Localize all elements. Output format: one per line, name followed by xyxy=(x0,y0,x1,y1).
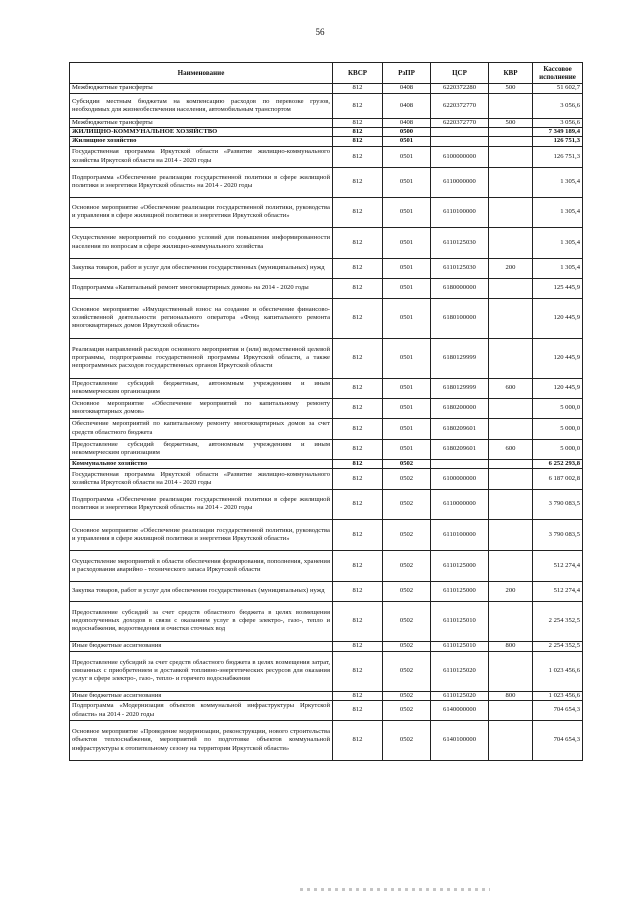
row-name: Основное мероприятие «Имущественный взнос на создание и обеспечение финансово-хозяйственной деятельности регионального оператора «Фонд капитального ремонта многоквартирных домов Иркутской области» xyxy=(70,298,333,338)
row-name: Государственная программа Иркутской области «Развитие жилищно-коммунального хозяйства Иркутской области на 2014 - 2020 годы xyxy=(70,146,333,167)
row-sum: 2 254 352,5 xyxy=(533,601,583,641)
row-kvr xyxy=(489,227,533,258)
table-row xyxy=(70,550,583,581)
row-name: Межбюджетные трансферты xyxy=(70,84,333,94)
row-kvsr: 812 xyxy=(333,641,383,651)
header-kvsr: КВСР xyxy=(333,63,383,84)
row-kvsr: 812 xyxy=(333,119,383,128)
row-kvsr: 812 xyxy=(333,468,383,489)
row-csr: 6180209601 xyxy=(431,439,489,459)
row-sum: 1 305,4 xyxy=(533,167,583,197)
row-name: Предоставление субсидий бюджетным, автономным учреждениям и иным некоммерческим организациям xyxy=(70,439,333,459)
row-name: Субсидии местным бюджетам на компенсацию расходов по перевозке грузов, необходимых для жизнеобеспечения населения, автомобильным транспортом xyxy=(70,94,333,119)
header-kvr: КВР xyxy=(489,63,533,84)
row-kvsr: 812 xyxy=(333,439,383,459)
header-sum: Кассовое исполнение xyxy=(533,63,583,84)
row-name: Иные бюджетные ассигнования xyxy=(70,641,333,651)
table-row xyxy=(70,439,583,459)
row-kvr xyxy=(489,278,533,298)
row-rzpr: 0501 xyxy=(383,137,431,146)
row-name: Основное мероприятие «Обеспечение реализации государственной политики, руководства и управления в сфере жилищной политики и энергетики Иркутской области» xyxy=(70,519,333,550)
row-csr: 6110125020 xyxy=(431,651,489,691)
row-kvsr: 812 xyxy=(333,278,383,298)
row-kvsr: 812 xyxy=(333,258,383,278)
table-row xyxy=(70,459,583,468)
table-body xyxy=(70,84,583,761)
row-rzpr: 0501 xyxy=(383,418,431,439)
row-rzpr: 0502 xyxy=(383,519,431,550)
row-kvsr: 812 xyxy=(333,701,383,721)
row-sum: 704 654,3 xyxy=(533,721,583,761)
row-rzpr: 0501 xyxy=(383,258,431,278)
row-sum: 3 056,6 xyxy=(533,94,583,119)
row-sum: 1 305,4 xyxy=(533,197,583,227)
row-sum: 126 751,3 xyxy=(533,146,583,167)
row-kvsr: 812 xyxy=(333,721,383,761)
row-kvsr: 812 xyxy=(333,489,383,519)
row-csr: 6180129999 xyxy=(431,378,489,398)
row-kvsr: 812 xyxy=(333,84,383,94)
row-rzpr: 0502 xyxy=(383,651,431,691)
row-sum: 1 305,4 xyxy=(533,227,583,258)
row-sum: 3 790 083,5 xyxy=(533,519,583,550)
row-kvr: 600 xyxy=(489,378,533,398)
row-sum: 512 274,4 xyxy=(533,550,583,581)
row-rzpr: 0502 xyxy=(383,721,431,761)
row-rzpr: 0501 xyxy=(383,146,431,167)
row-csr: 6110125000 xyxy=(431,581,489,601)
row-kvr: 200 xyxy=(489,581,533,601)
table-row xyxy=(70,338,583,378)
row-csr: 6180000000 xyxy=(431,278,489,298)
row-name: Закупка товаров, работ и услуг для обеспечения государственных (муниципальных) нужд xyxy=(70,581,333,601)
row-csr: 6180209601 xyxy=(431,418,489,439)
row-kvr xyxy=(489,338,533,378)
row-kvsr: 812 xyxy=(333,128,383,137)
row-name: Предоставление субсидий за счет средств областного бюджета в целях возмещения затрат, связанных с приобретением и доставкой топливно-энергетических ресурсов для оказания услуг в сфере электро-, газо-, тепло- и горячего водоснабжения xyxy=(70,651,333,691)
row-rzpr: 0501 xyxy=(383,167,431,197)
row-kvr xyxy=(489,167,533,197)
row-sum: 6 252 293,8 xyxy=(533,459,583,468)
row-kvsr: 812 xyxy=(333,519,383,550)
row-rzpr: 0502 xyxy=(383,459,431,468)
row-name: Основное мероприятие «Обеспечение мероприятий по капитальному ремонту многоквартирных домов» xyxy=(70,398,333,418)
row-name: Государственная программа Иркутской области «Развитие жилищно-коммунального хозяйства Иркутской области на 2014 - 2020 годы xyxy=(70,468,333,489)
row-csr xyxy=(431,137,489,146)
table-row xyxy=(70,128,583,137)
table-row xyxy=(70,398,583,418)
row-csr: 6110100000 xyxy=(431,519,489,550)
row-sum: 51 602,7 xyxy=(533,84,583,94)
row-sum: 120 445,9 xyxy=(533,298,583,338)
row-rzpr: 0501 xyxy=(383,378,431,398)
row-sum: 2 254 352,5 xyxy=(533,641,583,651)
row-kvr xyxy=(489,298,533,338)
table-row xyxy=(70,167,583,197)
row-rzpr: 0502 xyxy=(383,601,431,641)
row-kvsr: 812 xyxy=(333,197,383,227)
row-name: Закупка товаров, работ и услуг для обеспечения государственных (муниципальных) нужд xyxy=(70,258,333,278)
row-name: Подпрограмма «Обеспечение реализации государственной политики в сфере жилищной политики и энергетики Иркутской области» на 2014 - 2020 годы xyxy=(70,167,333,197)
budget-table xyxy=(69,62,583,761)
row-csr xyxy=(431,459,489,468)
row-rzpr: 0408 xyxy=(383,94,431,119)
row-csr: 6110125030 xyxy=(431,227,489,258)
row-kvsr: 812 xyxy=(333,691,383,700)
table-header-row xyxy=(70,63,583,84)
row-name: Коммунальное хозяйство xyxy=(70,459,333,468)
row-kvsr: 812 xyxy=(333,298,383,338)
row-sum: 1 023 456,6 xyxy=(533,651,583,691)
header-name: Наименование xyxy=(70,63,333,84)
row-sum: 1 305,4 xyxy=(533,258,583,278)
row-rzpr: 0501 xyxy=(383,227,431,258)
row-sum: 704 654,3 xyxy=(533,701,583,721)
row-name: Обеспечение мероприятий по капитальному ремонту многоквартирных домов за счет средств областного бюджета xyxy=(70,418,333,439)
table-row xyxy=(70,298,583,338)
row-kvsr: 812 xyxy=(333,550,383,581)
row-name: Подпрограмма «Обеспечение реализации государственной политики в сфере жилищной политики и энергетики Иркутской области» на 2014 - 2020 годы xyxy=(70,489,333,519)
row-kvsr: 812 xyxy=(333,167,383,197)
table-row xyxy=(70,721,583,761)
row-rzpr: 0502 xyxy=(383,641,431,651)
row-csr: 6110000000 xyxy=(431,489,489,519)
row-kvsr: 812 xyxy=(333,146,383,167)
row-rzpr: 0502 xyxy=(383,550,431,581)
row-name: Предоставление субсидий бюджетным, автономным учреждениям и иным некоммерческим организациям xyxy=(70,378,333,398)
row-rzpr: 0501 xyxy=(383,338,431,378)
row-kvr xyxy=(489,94,533,119)
row-kvr xyxy=(489,197,533,227)
table-row xyxy=(70,119,583,128)
row-name: Жилищное хозяйство xyxy=(70,137,333,146)
row-name: Подпрограмма «Капитальный ремонт многоквартирных домов» на 2014 - 2020 годы xyxy=(70,278,333,298)
row-csr: 6110125020 xyxy=(431,691,489,700)
row-csr: 6100000000 xyxy=(431,468,489,489)
row-csr: 6100000000 xyxy=(431,146,489,167)
row-rzpr: 0502 xyxy=(383,468,431,489)
table-row xyxy=(70,258,583,278)
row-kvsr: 812 xyxy=(333,418,383,439)
row-sum: 5 000,0 xyxy=(533,418,583,439)
row-csr: 6110125000 xyxy=(431,550,489,581)
row-sum: 5 000,0 xyxy=(533,439,583,459)
row-name: Осуществление мероприятий по созданию условий для повышения информированности населения по вопросам в сфере жилищно-коммунального хозяйства xyxy=(70,227,333,258)
row-rzpr: 0502 xyxy=(383,489,431,519)
row-kvsr: 812 xyxy=(333,651,383,691)
row-kvsr: 812 xyxy=(333,338,383,378)
row-sum: 7 349 189,4 xyxy=(533,128,583,137)
row-kvsr: 812 xyxy=(333,137,383,146)
row-kvr: 500 xyxy=(489,84,533,94)
table-row xyxy=(70,418,583,439)
table-row xyxy=(70,278,583,298)
row-rzpr: 0502 xyxy=(383,581,431,601)
table-row xyxy=(70,84,583,94)
row-csr: 6220372770 xyxy=(431,119,489,128)
row-rzpr: 0502 xyxy=(383,701,431,721)
table-row xyxy=(70,146,583,167)
row-kvr xyxy=(489,701,533,721)
row-kvr xyxy=(489,489,533,519)
table-row xyxy=(70,197,583,227)
row-name: Реализация направлений расходов основного мероприятия и (или) ведомственной целевой программы, подпрограммы государственной программы Иркутской области, а также непрограммных расходов государственных органов Иркутской области xyxy=(70,338,333,378)
table-row xyxy=(70,601,583,641)
row-csr: 6180200000 xyxy=(431,398,489,418)
row-name: ЖИЛИЩНО-КОММУНАЛЬНОЕ ХОЗЯЙСТВО xyxy=(70,128,333,137)
row-kvsr: 812 xyxy=(333,459,383,468)
row-sum: 3 790 083,5 xyxy=(533,489,583,519)
row-name: Подпрограмма «Модернизация объектов коммунальной инфраструктуры Иркутской области» на 2014 - 2020 годы xyxy=(70,701,333,721)
table-row xyxy=(70,581,583,601)
row-csr: 6110125010 xyxy=(431,641,489,651)
row-kvsr: 812 xyxy=(333,398,383,418)
row-kvr xyxy=(489,519,533,550)
row-kvr: 800 xyxy=(489,641,533,651)
row-kvsr: 812 xyxy=(333,227,383,258)
row-name: Основное мероприятие «Обеспечение реализации государственной политики, руководства и управления в сфере жилищной политики и энергетики Иркутской области» xyxy=(70,197,333,227)
row-rzpr: 0501 xyxy=(383,439,431,459)
row-kvr: 800 xyxy=(489,691,533,700)
row-kvr xyxy=(489,651,533,691)
row-csr: 6180100000 xyxy=(431,298,489,338)
row-name: Осуществление мероприятий в области обеспечения формирования, пополнения, хранения и расходования аварийно - технического запаса Иркутской области xyxy=(70,550,333,581)
row-csr: 6140100000 xyxy=(431,721,489,761)
row-rzpr: 0500 xyxy=(383,128,431,137)
row-rzpr: 0501 xyxy=(383,197,431,227)
row-kvr xyxy=(489,418,533,439)
row-rzpr: 0502 xyxy=(383,691,431,700)
row-kvr: 200 xyxy=(489,258,533,278)
row-kvr: 600 xyxy=(489,439,533,459)
row-name: Основное мероприятие «Проведение модернизации, реконструкции, нового строительства объектов теплоснабжения, мероприятий по подготовке объектов коммунальной инфраструктуры к отопительному сезону на территории Иркутской области» xyxy=(70,721,333,761)
row-csr: 6110000000 xyxy=(431,167,489,197)
row-kvr: 500 xyxy=(489,119,533,128)
row-csr: 6110100000 xyxy=(431,197,489,227)
row-csr: 6110125030 xyxy=(431,258,489,278)
row-kvr xyxy=(489,550,533,581)
table-row xyxy=(70,651,583,691)
row-sum: 5 000,0 xyxy=(533,398,583,418)
row-kvsr: 812 xyxy=(333,581,383,601)
row-name: Межбюджетные трансферты xyxy=(70,119,333,128)
row-rzpr: 0501 xyxy=(383,398,431,418)
table-row xyxy=(70,489,583,519)
row-rzpr: 0501 xyxy=(383,278,431,298)
row-name: Иные бюджетные ассигнования xyxy=(70,691,333,700)
row-kvr xyxy=(489,398,533,418)
row-kvr xyxy=(489,468,533,489)
table-row xyxy=(70,94,583,119)
row-sum: 125 445,9 xyxy=(533,278,583,298)
header-csr: ЦСР xyxy=(431,63,489,84)
table-row xyxy=(70,378,583,398)
row-kvr xyxy=(489,137,533,146)
row-csr: 6110125010 xyxy=(431,601,489,641)
row-csr xyxy=(431,128,489,137)
row-sum: 512 274,4 xyxy=(533,581,583,601)
row-csr: 6220372770 xyxy=(431,94,489,119)
row-kvr xyxy=(489,459,533,468)
row-rzpr: 0408 xyxy=(383,119,431,128)
header-rzpr: РзПР xyxy=(383,63,431,84)
row-kvr xyxy=(489,128,533,137)
page-number: 56 xyxy=(315,27,325,37)
table-row xyxy=(70,641,583,651)
row-csr: 6220372280 xyxy=(431,84,489,94)
table-row xyxy=(70,691,583,700)
row-name: Предоставление субсидий за счет средств областного бюджета в целях возмещения недополученных доходов в связи с оказанием услуг в сфере электро-, газо-, тепло и водоснабжения, водоотведения и очистки сточных вод xyxy=(70,601,333,641)
row-kvr xyxy=(489,721,533,761)
table-row xyxy=(70,468,583,489)
row-rzpr: 0408 xyxy=(383,84,431,94)
table-row xyxy=(70,137,583,146)
row-rzpr: 0501 xyxy=(383,298,431,338)
row-kvsr: 812 xyxy=(333,378,383,398)
row-sum: 120 445,9 xyxy=(533,338,583,378)
table-row xyxy=(70,701,583,721)
scan-artifact xyxy=(300,888,490,891)
row-sum: 1 023 456,6 xyxy=(533,691,583,700)
table-row xyxy=(70,227,583,258)
row-kvsr: 812 xyxy=(333,601,383,641)
row-csr: 6180129999 xyxy=(431,338,489,378)
row-sum: 6 187 002,8 xyxy=(533,468,583,489)
row-sum: 120 445,9 xyxy=(533,378,583,398)
row-kvr xyxy=(489,146,533,167)
row-sum: 3 056,6 xyxy=(533,119,583,128)
row-kvr xyxy=(489,601,533,641)
row-sum: 126 751,3 xyxy=(533,137,583,146)
row-kvsr: 812 xyxy=(333,94,383,119)
table-row xyxy=(70,519,583,550)
row-csr: 6140000000 xyxy=(431,701,489,721)
